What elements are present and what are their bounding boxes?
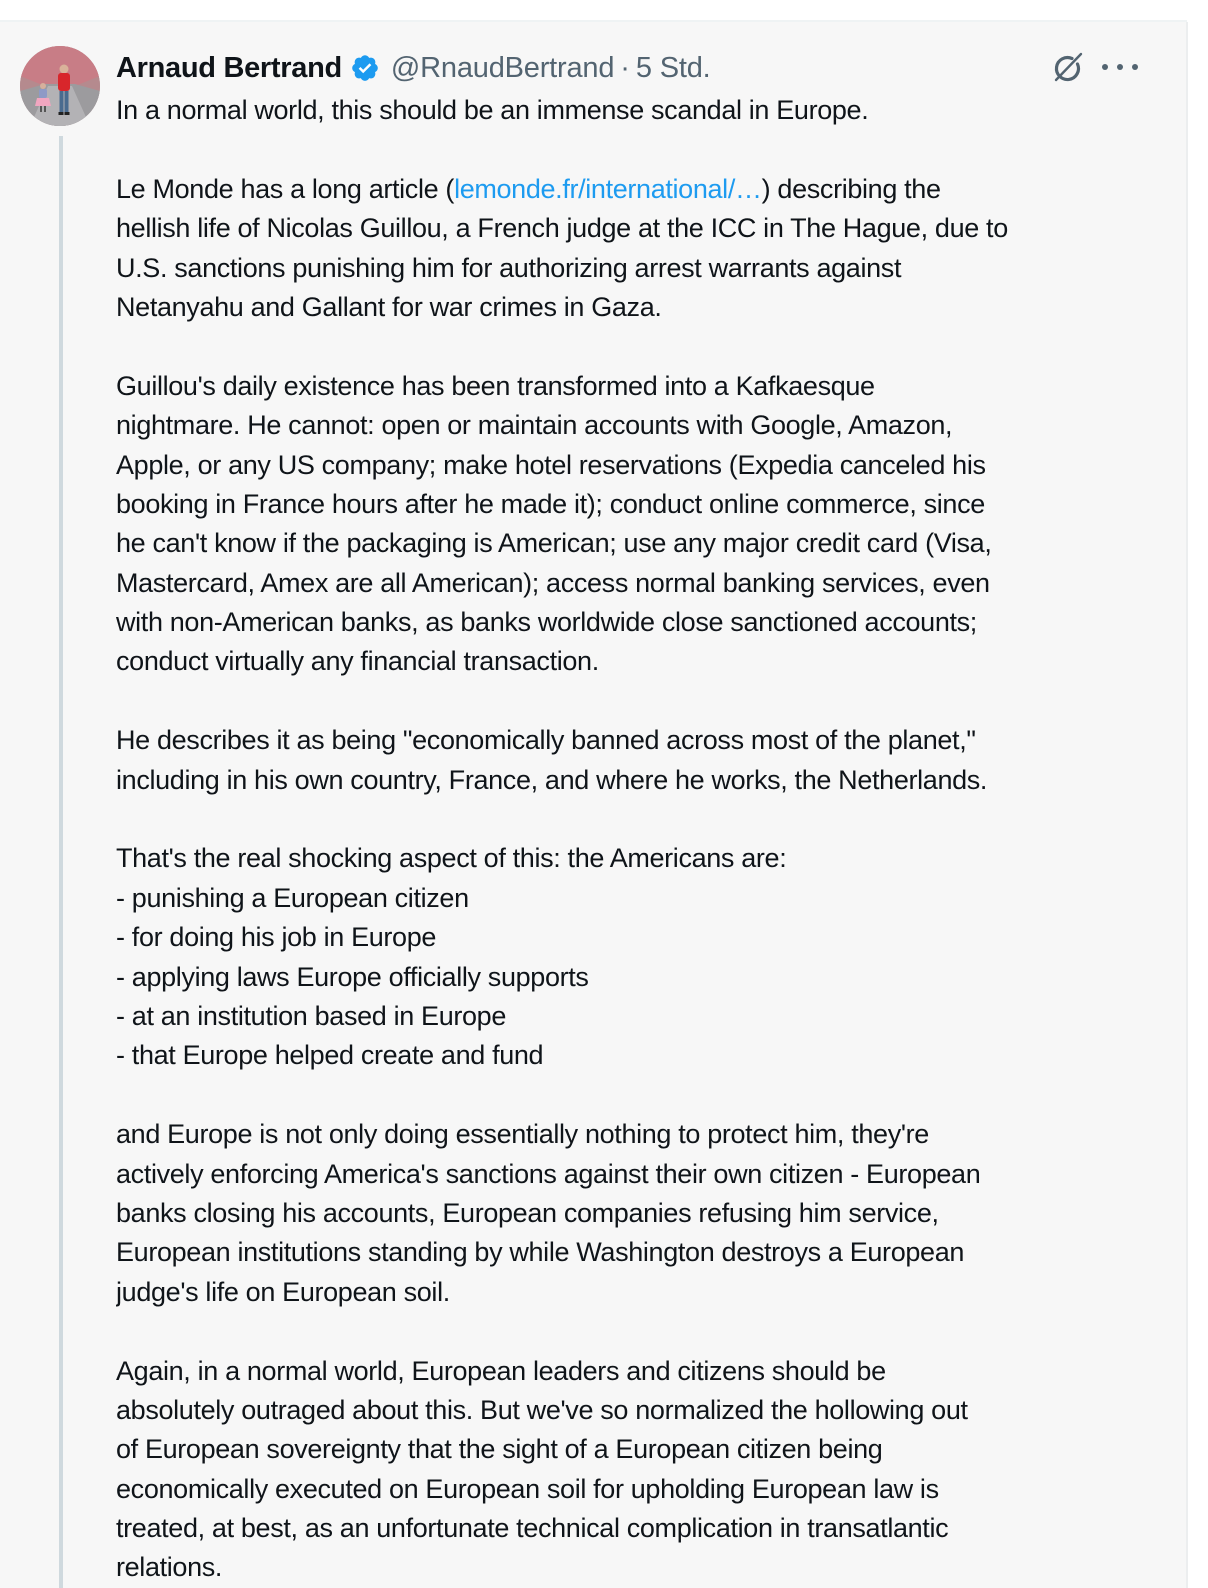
text-line xyxy=(116,918,1176,957)
text-segment: booking in France hours after he made it); conduct online commerce, since xyxy=(116,488,985,519)
previous-post-edge xyxy=(0,0,1187,22)
text-line xyxy=(116,564,1176,603)
text-line xyxy=(116,721,1176,760)
text-line xyxy=(116,1509,1176,1548)
text-segment: - that Europe helped create and fund xyxy=(116,1040,544,1071)
tweet-paragraph xyxy=(116,721,1176,800)
text-segment: - at an institution based in Europe xyxy=(116,1000,507,1031)
text-segment: treated, at best, as an unfortunate technical complication in transatlantic xyxy=(116,1513,949,1544)
text-line xyxy=(116,249,1176,288)
more-dot xyxy=(1102,64,1108,70)
text-segment: including in his own country, France, and where he works, the Netherlands. xyxy=(116,764,988,795)
tweet-paragraph xyxy=(116,839,1176,1075)
text-segment: That's the real shocking aspect of this: the Americans are: xyxy=(116,843,787,874)
text-line xyxy=(116,1470,1176,1509)
text-segment: Le Monde has a long article ( xyxy=(116,173,455,204)
text-segment: In a normal world, this should be an immense scandal in Europe. xyxy=(116,95,869,125)
text-segment: banks closing his accounts, European companies refusing him service, xyxy=(116,1197,939,1228)
text-segment: conduct virtually any financial transaction. xyxy=(116,646,599,677)
text-segment: Mastercard, Amex are all American); access normal banking services, even xyxy=(116,567,990,598)
text-line xyxy=(116,1115,1176,1154)
tweet-paragraph xyxy=(116,1115,1176,1312)
text-line xyxy=(116,367,1176,406)
text-segment: actively enforcing America's sanctions against their own citizen - European xyxy=(116,1158,981,1189)
tweet-card[interactable] xyxy=(0,22,1188,1588)
tweet-header xyxy=(116,48,711,88)
text-line xyxy=(116,1036,1176,1075)
text-segment: absolutely outraged about this. But we've so normalized the hollowing out xyxy=(116,1394,968,1425)
text-line xyxy=(116,91,1176,130)
author-name[interactable]: Arnaud Bertrand xyxy=(116,51,342,84)
text-segment: Again, in a normal world, European leaders and citizens should be xyxy=(116,1355,886,1386)
text-line xyxy=(116,761,1176,800)
avatar[interactable] xyxy=(20,46,100,126)
text-segment: - applying laws Europe officially supports xyxy=(116,961,589,992)
text-segment: U.S. sanctions punishing him for authorizing arrest warrants against xyxy=(116,252,902,283)
tweet-paragraph xyxy=(116,170,1176,328)
grok-icon[interactable] xyxy=(1050,50,1086,86)
text-line xyxy=(116,406,1176,445)
text-segment: he can't know if the packaging is American; use any major credit card (Visa, xyxy=(116,528,992,559)
text-line xyxy=(116,958,1176,997)
text-segment: nightmare. He cannot: open or maintain accounts with Google, Amazon, xyxy=(116,410,953,441)
text-line xyxy=(116,288,1176,327)
text-line xyxy=(116,524,1176,563)
text-line xyxy=(116,485,1176,524)
text-line xyxy=(116,170,1176,209)
separator-dot: · xyxy=(620,51,630,84)
tweet-paragraph xyxy=(116,367,1176,682)
text-line xyxy=(116,1430,1176,1469)
text-line xyxy=(116,997,1176,1036)
more-dot xyxy=(1117,64,1123,70)
text-segment: hellish life of Nicolas Guillou, a French judge at the ICC in The Hague, due to xyxy=(116,213,1008,244)
text-segment: - punishing a European citizen xyxy=(116,882,469,913)
text-line xyxy=(116,1273,1176,1312)
article-link[interactable]: lemonde.fr/international/… xyxy=(454,173,762,204)
text-segment: - for doing his job in Europe xyxy=(116,922,437,953)
text-line xyxy=(116,446,1176,485)
text-segment: and Europe is not only doing essentially nothing to protect him, they're xyxy=(116,1119,929,1150)
text-segment: Guillou's daily existence has been transformed into a Kafkaesque xyxy=(116,370,875,401)
author-handle[interactable]: @RnaudBertrand xyxy=(390,51,615,84)
text-segment: of European sovereignty that the sight of a European citizen being xyxy=(116,1434,883,1465)
text-segment: with non-American banks, as banks worldwide close sanctioned accounts; xyxy=(116,607,977,638)
verified-badge-icon[interactable] xyxy=(350,53,380,83)
text-line xyxy=(116,879,1176,918)
text-line xyxy=(116,1391,1176,1430)
thread-connector-line xyxy=(59,136,63,1588)
text-segment: judge's life on European soil. xyxy=(116,1276,450,1307)
text-line xyxy=(116,1155,1176,1194)
text-segment: Apple, or any US company; make hotel reservations (Expedia canceled his xyxy=(116,449,986,480)
text-segment: economically executed on European soil for upholding European law is xyxy=(116,1473,939,1504)
post-timestamp[interactable]: 5 Std. xyxy=(635,51,711,84)
text-line xyxy=(116,1548,1176,1587)
more-options-icon[interactable] xyxy=(1102,55,1138,79)
text-segment: European institutions standing by while Washington destroys a European xyxy=(116,1237,965,1268)
tweet-text xyxy=(116,91,1176,1588)
text-segment: He describes it as being "economically banned across most of the planet," xyxy=(116,725,976,756)
text-line xyxy=(116,642,1176,681)
text-line xyxy=(116,1194,1176,1233)
more-dot xyxy=(1132,64,1138,70)
tweet-paragraph xyxy=(116,91,1176,130)
avatar-photo-icon xyxy=(20,46,100,126)
text-segment: Netanyahu and Gallant for war crimes in Gaza. xyxy=(116,291,662,322)
text-line xyxy=(116,1352,1176,1391)
text-line xyxy=(116,1233,1176,1272)
text-segment: relations. xyxy=(116,1552,223,1583)
text-line xyxy=(116,209,1176,248)
tweet-paragraph xyxy=(116,1352,1176,1588)
text-line xyxy=(116,839,1176,878)
text-segment: ) describing the xyxy=(761,173,941,204)
text-line xyxy=(116,603,1176,642)
